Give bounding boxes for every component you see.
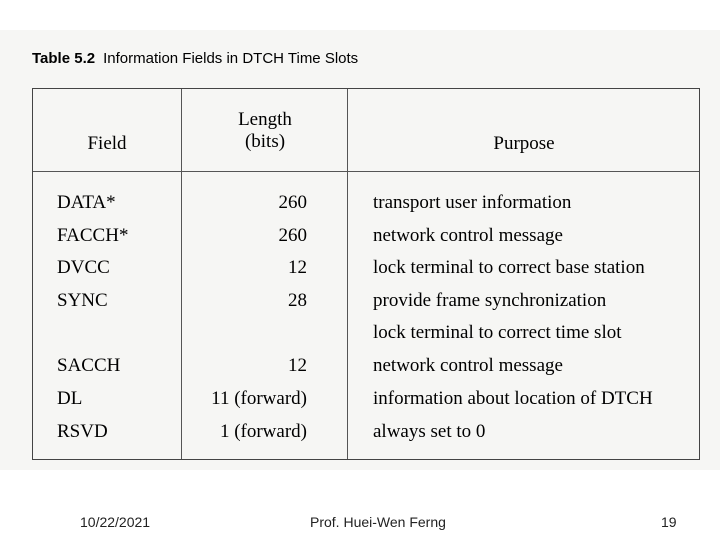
page-number: 19 [661, 514, 677, 530]
cell-purpose: lock terminal to correct time slot [373, 322, 622, 343]
cell-purpose: transport user information [373, 192, 572, 213]
cell-purpose: network control message [373, 355, 563, 376]
header-length-title: Length [238, 109, 292, 130]
cell-field: DATA* [57, 192, 116, 213]
header-divider [33, 171, 699, 172]
cell-field: SYNC [57, 290, 108, 311]
cell-purpose: lock terminal to correct base station [373, 257, 645, 278]
cell-field: DVCC [57, 257, 110, 278]
cell-length: 260 [278, 225, 307, 246]
header-purpose: Purpose [493, 133, 555, 154]
cell-field: SACCH [57, 355, 121, 376]
cell-purpose: network control message [373, 225, 563, 246]
table-row [33, 285, 699, 317]
table-row [33, 383, 699, 415]
header-length-unit: (bits) [244, 131, 286, 152]
table-row [33, 220, 699, 252]
footer-author: Prof. Huei-Wen Ferng [310, 514, 446, 530]
cell-length: 28 [288, 290, 307, 311]
footer-date: 10/22/2021 [80, 514, 151, 530]
table-row [33, 350, 699, 382]
table-title: Information Fields in DTCH Time Slots [103, 50, 359, 67]
cell-purpose: provide frame synchronization [373, 290, 607, 311]
header-field: Field [87, 133, 127, 154]
cell-length: 260 [278, 192, 307, 213]
header-length [183, 109, 347, 153]
cell-field: DL [57, 388, 83, 409]
cell-length: 1 (forward) [219, 421, 307, 442]
table-number: Table 5.2 [32, 50, 96, 67]
cell-length: 11 (forward) [211, 388, 307, 409]
cell-field: FACCH* [57, 225, 129, 246]
cell-length: 12 [288, 355, 307, 376]
table-row [33, 317, 699, 349]
fields-table [32, 88, 700, 460]
table-row [33, 416, 699, 448]
table-row [33, 252, 699, 284]
table-caption [32, 50, 358, 67]
cell-purpose: always set to 0 [373, 421, 486, 442]
cell-length: 12 [288, 257, 307, 278]
cell-purpose: information about location of DTCH [373, 388, 653, 409]
cell-field: RSVD [57, 421, 108, 442]
table-row [33, 187, 699, 219]
